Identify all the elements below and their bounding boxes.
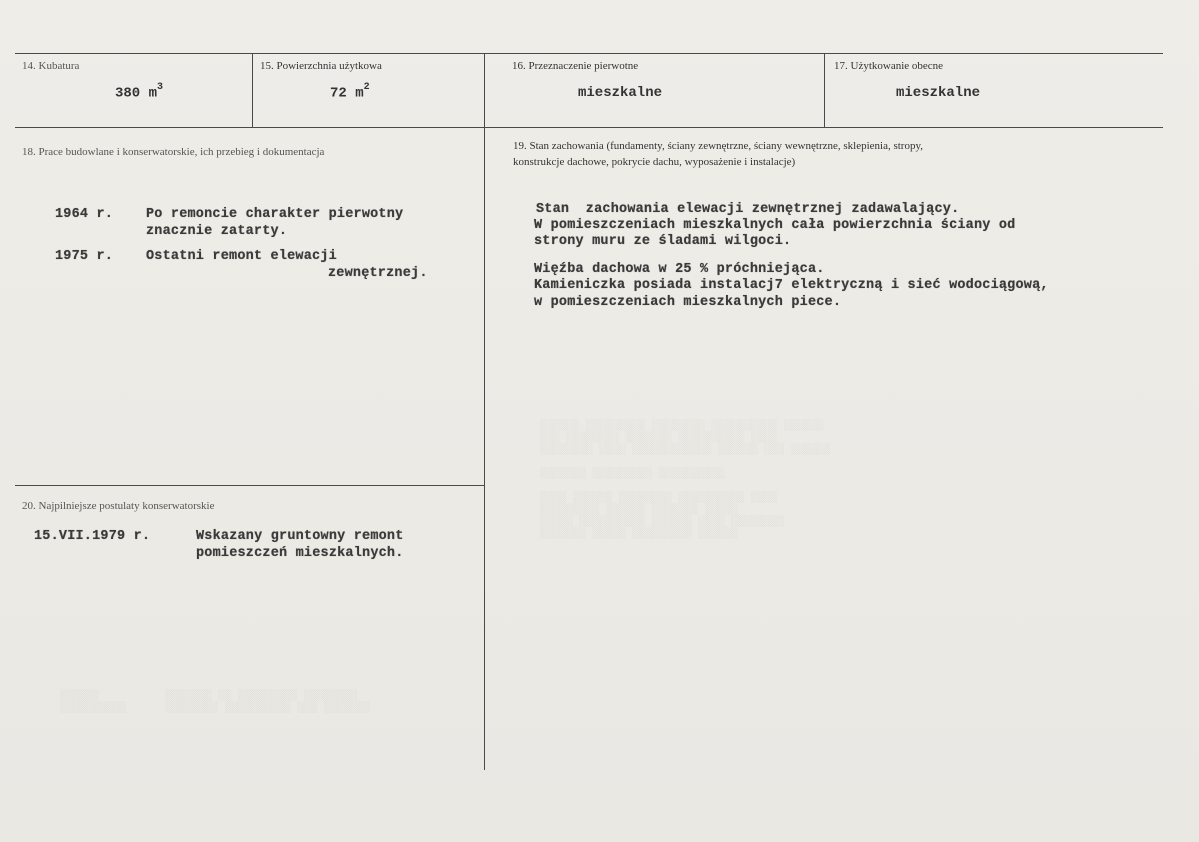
bleed-through-right: ░░░░░░ ░░░░░░░░░ ░░░░░░░░ ░░░░░░░░░░ ░░░░░░ ░░░ ░░░░░░░░ ░░░░░░░ ░░░░░░░░░░ ░░░░ ░░░░░░░░ ░░░░ ░░░░░░░░░░░░ ░░░░░░ ░░░ ░░░░░░ ░░░░░░░ ░░░░░░░░░ ░░░░░░░░░░ ░░░░ ░░░░░░ ░░░░░░░░ ░░░░░░░░░░ ░░░░ ░░░░░░░░░ ░░░░░░ ░░░░░░░ ░░░░░ ░░░░░ ░░░░░░░░░░ ░░░░░░ ░░░░ ░░░░░░░░ ░░░░░░░ ░░░░░ ░░░░░░░░░ ░░░░░░ [540, 420, 831, 540]
field-16-label: 16. Przeznaczenie pierwotne [512, 60, 639, 72]
field-15-value: 72 $m^2$ [330, 82, 370, 102]
section-divider [15, 485, 484, 486]
field-18-text-2b: zewnętrznej. [328, 266, 428, 281]
field-19-line-3: strony muru ze śladami wilgoci. [534, 234, 792, 249]
field-16-value: mieszkalne [578, 85, 663, 101]
field-19-line-2: W pomieszczeniach mieszkalnych cała powierzchnia ściany od [534, 218, 1016, 233]
top-border [15, 53, 1163, 54]
field-14-value: 380 $m^3$ [115, 82, 164, 102]
field-20-text-1: Wskazany gruntowny remont [196, 529, 404, 544]
field-19-line-1: Stan zachowania elewacji zewnętrznej zadawalający. [536, 202, 960, 217]
field-15-label: 15. Powierzchnia użytkowa [260, 60, 382, 72]
field-20-text-2: pomieszczeń mieszkalnych. [196, 546, 404, 561]
col-divider-1 [252, 53, 253, 127]
field-19-line-6: w pomieszczeniach mieszkalnych piece. [534, 295, 842, 310]
field-18-label: 18. Prace budowlane i konserwatorskie, ich przebieg i dokumentacja [22, 146, 325, 158]
field-18-text-1a: Po remoncie charakter pierwotny [146, 207, 404, 222]
field-20-date: 15.VII.1979 r. [34, 529, 151, 544]
field-17-value: mieszkalne [896, 85, 981, 101]
row-divider [15, 127, 1163, 128]
bleed-through-left: ░░░░░░ ░░░░░░░ ░░ ░░░░░░░░░ ░░░░░░░░ ░░░░░░░░░░ ░░░░░░░░ ░░░░░░░░░░ ░░░ ░░░░░░░ [60, 690, 371, 714]
field-18-text-2a: Ostatni remont elewacji [146, 249, 337, 264]
field-18-text-1b: znacznie zatarty. [146, 224, 288, 239]
field-20-label: 20. Najpilniejsze postulaty konserwatorskie [22, 500, 215, 512]
field-19-label-line-1: 19. Stan zachowania (fundamenty, ściany zewnętrzne, ściany wewnętrzne, sklepienia, stropy, [513, 140, 924, 152]
field-17-label: 17. Użytkowanie obecne [834, 60, 944, 72]
field-18-year-1: 1964 r. [55, 207, 114, 222]
field-19-line-5: Kamieniczka posiada instalacj7 elektryczną i sieć wodociągową, [534, 278, 1049, 293]
col-divider-3 [824, 53, 825, 127]
field-18-year-2: 1975 r. [55, 249, 114, 264]
field-19-label-line-2: konstrukcje dachowe, pokrycie dachu, wyposażenie i instalacje) [513, 156, 796, 168]
field-14-label: 14. Kubatura [22, 60, 80, 72]
col-divider-main [484, 53, 485, 770]
field-19-line-4: Więźba dachowa w 25 % próchniejąca. [534, 262, 825, 277]
